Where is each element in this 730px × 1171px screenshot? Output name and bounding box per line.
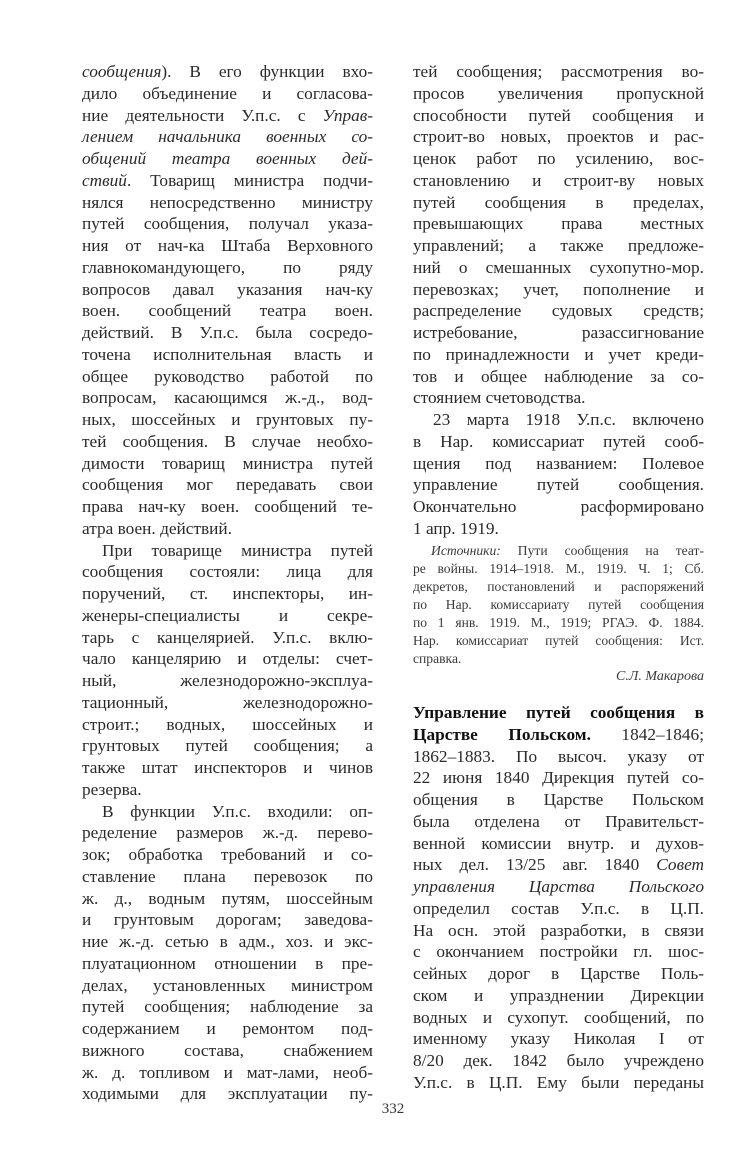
text-line: грунтовых путей сообщения; а: [82, 736, 373, 756]
text-line: распределение судовых средств;: [413, 301, 704, 321]
text-line: При товарище министра путей: [102, 540, 373, 560]
text-line: ж. д. топливом и мат-лами, необ-: [82, 1062, 373, 1082]
entry-polish-kingdom: [413, 702, 704, 1094]
text-line: ж. д., водным путям, шоссейным: [82, 888, 373, 908]
text-segment: ных дел. 13/25 авг. 1840: [413, 855, 657, 875]
italic-text: Совет: [656, 855, 704, 875]
paragraph: [82, 540, 373, 801]
text-line: поручений, ст. инспекторы, ин-: [82, 584, 373, 603]
text-line: [82, 170, 373, 192]
text-line: [413, 854, 704, 876]
text-line: вижного состава, снабжением: [82, 1040, 373, 1060]
text-line: ставление плана перевозок по: [82, 866, 373, 886]
text-line: путей сообщения в пределах,: [413, 192, 704, 212]
text-line: путей сообщения, получал указа-: [82, 214, 373, 234]
text-line: атра воен. действий.: [82, 518, 232, 538]
text-line: щения под названием: Полевое: [413, 453, 704, 473]
text-line: сообщения мог передавать свои: [82, 475, 373, 495]
text-line: 23 марта 1918 У.п.с. включено: [433, 410, 704, 429]
text-line: венной комиссии внутр. и духов-: [413, 833, 704, 853]
text-line: действий. В У.п.с. была сосредо-: [82, 323, 373, 342]
text-line: истребование, разассигнование: [413, 323, 704, 342]
text-line: [82, 105, 373, 127]
text-line: ный, железнодорожно-эксплуа-: [82, 671, 373, 690]
bold-text: Управление путей сообщения в: [413, 703, 704, 722]
text-line: тарь с канцелярией. У.п.с. вклю-: [82, 627, 373, 647]
text-line: тационный, железнодорожно-: [82, 692, 373, 712]
text-line: путей сообщения; наблюдение за: [82, 997, 373, 1017]
bold-text: Царстве Польском.: [413, 724, 591, 744]
sources: [413, 542, 704, 668]
text-line: тей сообщения; рассмотрения во-: [413, 62, 704, 81]
text-line: женеры-специалисты и секре-: [82, 605, 373, 625]
text-line: водных и сухопут. сообщений, по: [413, 1007, 704, 1027]
italic-text: ствий: [82, 170, 127, 190]
text-line: [82, 61, 373, 83]
text-line: общения в Царстве Польском: [413, 790, 704, 809]
text-line: по Нар. комиссариату путей сообщения: [413, 597, 704, 612]
text-line: с окончанием постройки гл. шос-: [413, 942, 704, 962]
text-line: [413, 702, 704, 724]
text-line: права нач-ку воен. сообщений те-: [82, 497, 373, 516]
text-line: общее руководство работой по: [82, 366, 373, 386]
italic-text: Управ-: [322, 105, 373, 125]
text-line: У.п.с. в Ц.П. Ему были переданы: [413, 1072, 704, 1092]
text-line: Окончательно расформировано: [413, 497, 704, 516]
text-line: определил состав У.п.с. в Ц.П.: [413, 898, 704, 918]
text-line: ределение размеров ж.-д. перево-: [82, 823, 373, 843]
text-line: также штат инспекторов и чинов: [82, 758, 373, 777]
text-line: по 1 янв. 1919. М., 1919; РГАЭ. Ф. 1884.: [413, 615, 704, 630]
text-line: ных, шоссейных и грунтовых пу-: [82, 410, 373, 429]
text-line: справка.: [413, 651, 462, 666]
text-line: тей сообщения. В случае необхо-: [82, 431, 373, 451]
paragraph: [413, 542, 704, 668]
text-line: ценок работ по усилению, вос-: [413, 149, 704, 168]
left-column-text: [82, 61, 373, 1105]
paragraph: [82, 61, 373, 540]
text-line: ходимыми для эксплуатации пу-: [82, 1084, 373, 1104]
text-line: ре войны. 1914–1918. М., 1919. Ч. 1; Сб.: [413, 561, 704, 576]
text-line: [413, 542, 704, 560]
text-line: стоянием счетоводства.: [413, 388, 586, 408]
text-line: именному указу Николая I от: [413, 1029, 704, 1049]
italic-text: лением начальника военных со-: [82, 127, 373, 147]
text-line: резерва.: [82, 779, 142, 799]
text-line: [82, 148, 373, 170]
text-line: плуатационном отношении в пре-: [82, 953, 373, 973]
text-line: способности путей сообщения и: [413, 105, 704, 125]
italic-text: сообщения: [82, 62, 162, 81]
text-line: управлений; а также предложе-: [413, 236, 704, 255]
text-segment: 1842–1846;: [590, 724, 704, 744]
text-segment: Пути сообщения на теат-: [500, 543, 704, 558]
text-line: [413, 724, 704, 746]
paragraph: [413, 702, 704, 1094]
text-line: Нар. комиссариат путей сообщения: Ист.: [413, 633, 704, 648]
text-line: 1 апр. 1919.: [413, 518, 499, 538]
text-line: по принадлежности и учет креди-: [413, 344, 704, 364]
text-line: На осн. этой разработки, в связи: [413, 920, 704, 940]
text-line: чало канцелярию и отделы: счет-: [82, 649, 373, 669]
text-line: была отделена от Правительст-: [413, 811, 704, 831]
text-line: 22 июня 1840 Дирекция путей со-: [413, 768, 704, 788]
text-line: ние ж.-д. сетью в адм., хоз. и экс-: [82, 932, 373, 951]
text-line: 1862–1883. По высоч. указу от: [413, 746, 704, 766]
text-line: нялся непосредственно министру: [82, 192, 373, 212]
text-line: тов и общее наблюдение за со-: [413, 366, 704, 386]
text-line: декретов, постановлений и распоряжений: [413, 579, 704, 594]
text-line: [82, 126, 373, 148]
text-line: управление путей сообщения.: [413, 475, 704, 495]
author-signature: С.Л. Макарова: [616, 669, 704, 684]
text-line: просов увеличения пропускной: [413, 83, 704, 103]
paragraph: [82, 801, 373, 1106]
text-line: димости товарищ министра путей: [82, 453, 373, 473]
text-segment: ). В его функции вхо-: [161, 62, 373, 81]
text-line: делах, установленных министром: [82, 975, 373, 995]
text-line: строит.; водных, шоссейных и: [82, 714, 373, 734]
text-line: вопросов давал указания нач-ку: [82, 279, 373, 299]
text-line: превышающих права местных: [413, 214, 704, 234]
text-line: ний о смешанных сухопутно-мор.: [413, 257, 704, 277]
italic-text: управления Царства Польского: [413, 877, 704, 896]
text-line: воен. сообщений театра воен.: [82, 301, 373, 321]
text-line: и грунтовым дорогам; заведова-: [82, 910, 373, 930]
text-line: [413, 876, 704, 898]
text-line: сообщения состояли: лица для: [82, 562, 373, 582]
text-line: зок; обработка требований и со-: [82, 845, 373, 864]
paragraph: [413, 61, 704, 409]
text-line: вопросам, касающимся ж.-д., вод-: [82, 388, 373, 408]
text-line: строит-во новых, проектов и рас-: [413, 127, 704, 147]
text-line: содержанием и ремонтом под-: [82, 1019, 373, 1038]
text-line: становлению и строит-ву новых: [413, 170, 704, 190]
page-number: 332: [381, 1101, 405, 1117]
text-line: В функции У.п.с. входили: оп-: [102, 801, 373, 821]
text-line: в Нар. комиссариат путей сооб-: [413, 431, 704, 451]
text-line: ском и упразднении Дирекции: [413, 985, 704, 1005]
text-line: точена исполнительная власть и: [82, 344, 373, 364]
paragraph: [413, 409, 704, 540]
text-segment: ние деятельности У.п.с. с: [82, 105, 323, 125]
text-segment: . Товарищ министра подчи-: [126, 170, 373, 190]
text-line: сейных дорог в Царстве Поль-: [413, 964, 704, 983]
italic-text: Источники:: [431, 543, 501, 558]
text-line: 8/20 дек. 1842 было учреждено: [413, 1051, 704, 1070]
italic-text: общений театра военных дей-: [82, 149, 373, 168]
text-line: перевозках; учет, пополнение и: [413, 279, 704, 299]
text-line: главнокомандующего, по ряду: [82, 257, 373, 277]
text-line: дило объединение и согласова-: [82, 83, 373, 103]
right-column-text: [413, 61, 704, 540]
text-line: ния от нач-ка Штаба Верховного: [82, 236, 373, 255]
